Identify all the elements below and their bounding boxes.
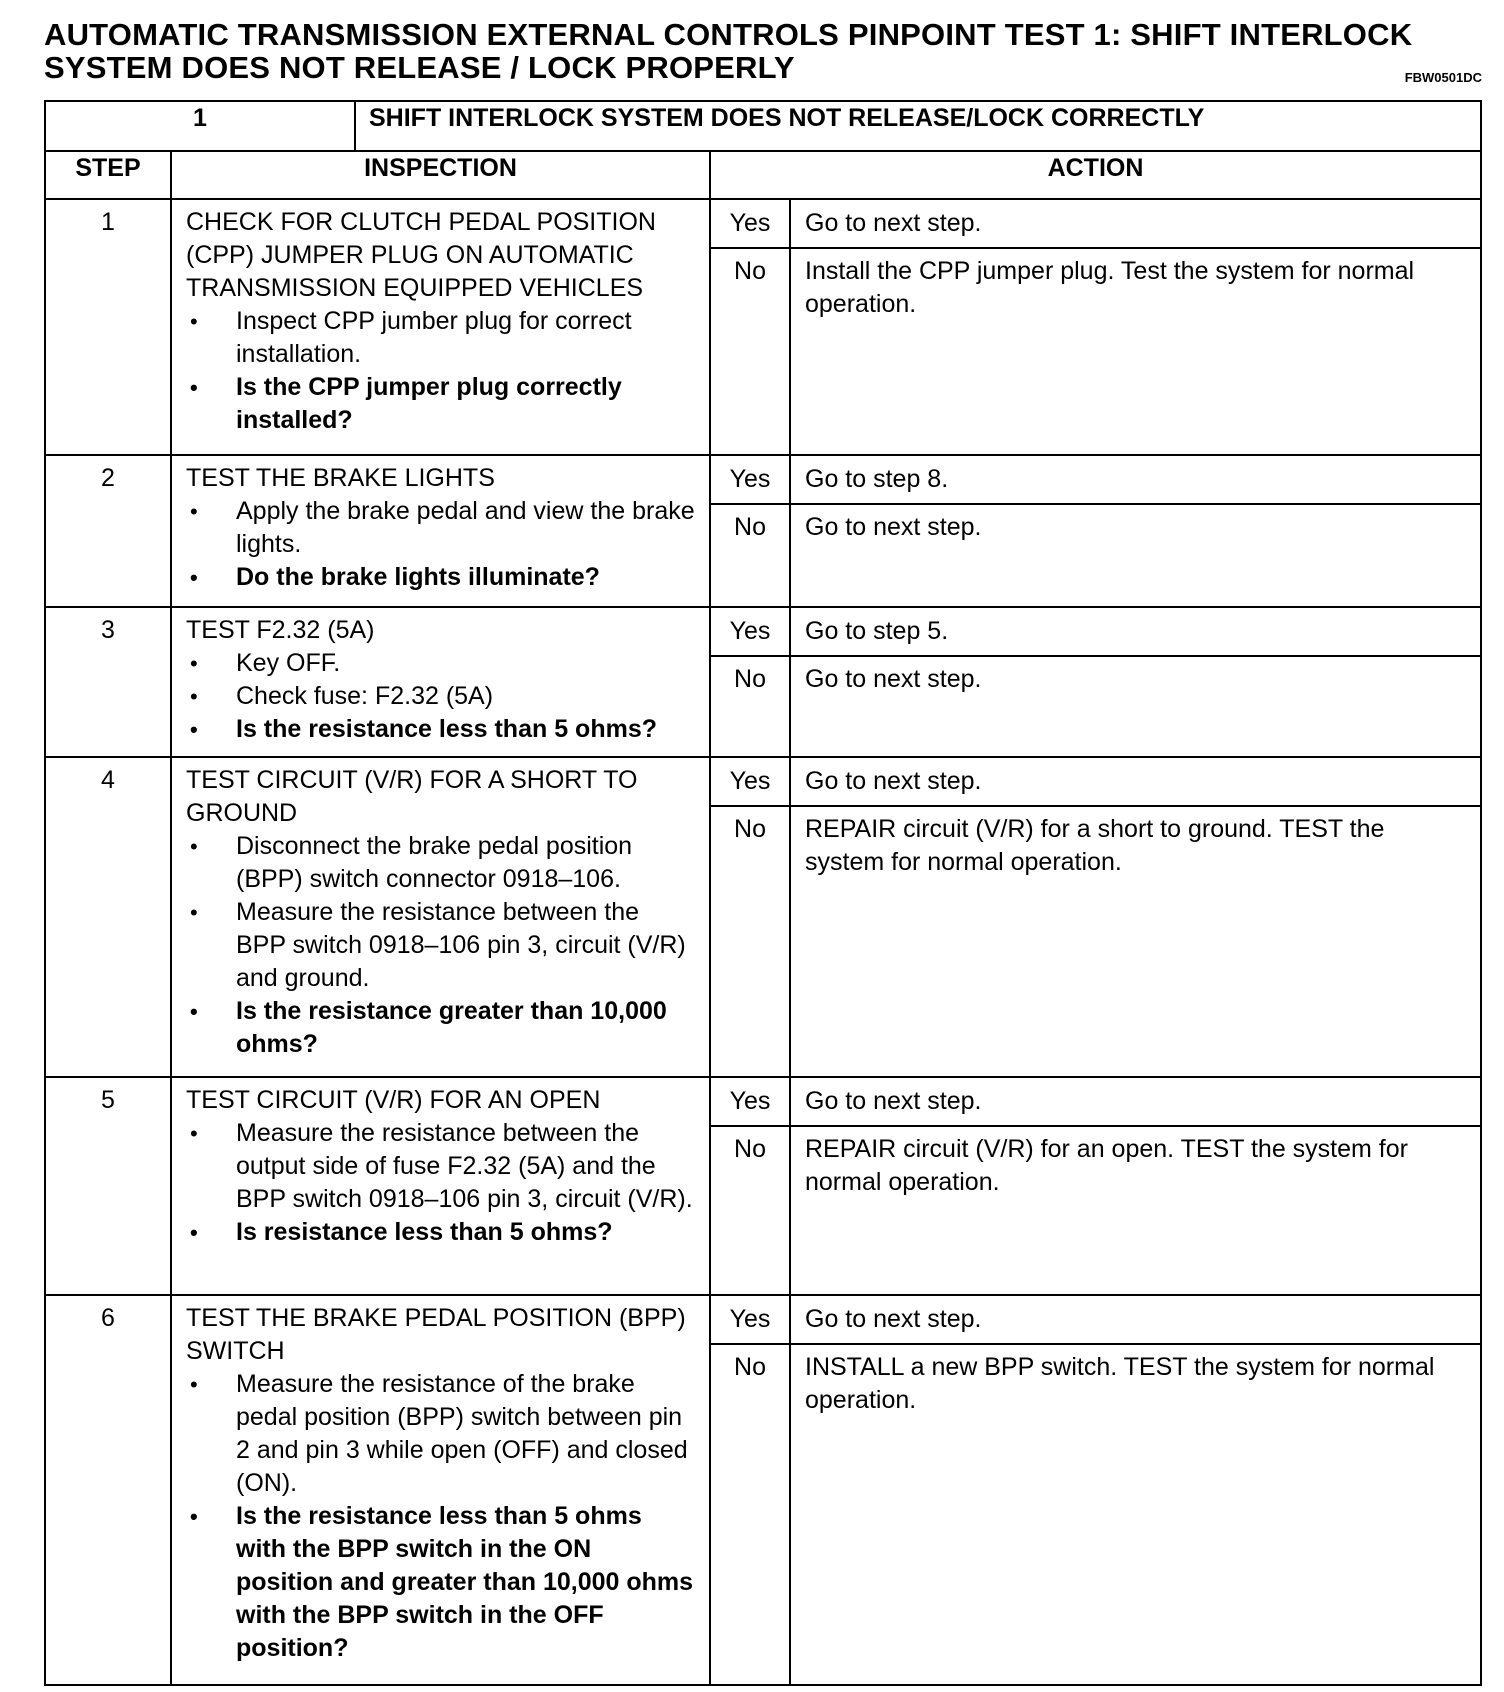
yes-row [711, 1078, 1480, 1127]
step-heading: TEST THE BRAKE PEDAL POSITION (BPP) SWITCH [186, 1304, 686, 1365]
yes-row [711, 456, 1480, 505]
step-actions [710, 199, 1481, 455]
title-line-1: AUTOMATIC TRANSMISSION EXTERNAL CONTROLS PINPOINT TEST 1: SHIFT INTERLOCK [44, 17, 1413, 52]
no-row [711, 1127, 1480, 1294]
no-action: Go to next step. [805, 513, 982, 541]
yes-action: Go to next step. [805, 209, 982, 237]
no-label: No [711, 249, 791, 454]
test-title: SHIFT INTERLOCK SYSTEM DOES NOT RELEASE/LOCK CORRECTLY [355, 101, 1481, 151]
step-bullet: • Measure the resistance of the brake pedal position (BPP) switch between pin 2 and pin 3 while open (OFF) and closed (ON). [186, 1368, 695, 1500]
step-row [45, 199, 1481, 455]
step-question: • Is the resistance less than 5 ohms? [186, 713, 695, 746]
no-label: No [711, 807, 791, 1076]
step-question: • Is the resistance less than 5 ohms with the BPP switch in the ON position and greater than 10,000 ohms with the BPP switch in the OFF position? [186, 1500, 695, 1665]
step-question: • Do the brake lights illuminate? [186, 561, 695, 594]
yes-label: Yes [711, 1078, 791, 1125]
step-row [45, 455, 1481, 607]
no-label: No [711, 1345, 791, 1684]
no-action: REPAIR circuit (V/R) for an open. TEST the system for normal operation. [805, 1135, 1408, 1196]
yes-action: Go to next step. [805, 1305, 982, 1333]
step-heading: TEST CIRCUIT (V/R) FOR A SHORT TO GROUND [186, 766, 638, 827]
step-bullet-list [186, 1368, 695, 1665]
no-label: No [711, 505, 791, 606]
step-row [45, 1295, 1481, 1685]
step-actions [710, 757, 1481, 1077]
step-heading: TEST F2.32 (5A) [186, 616, 375, 644]
yes-label: Yes [711, 1296, 791, 1343]
step-bullet-list [186, 830, 695, 1061]
header-step: STEP [45, 151, 171, 199]
step-inspection [171, 455, 710, 607]
header-inspection: INSPECTION [171, 151, 710, 199]
step-number: 5 [45, 1077, 171, 1295]
step-row [45, 607, 1481, 757]
step-inspection [171, 607, 710, 757]
yes-row [711, 608, 1480, 657]
step-bullet-list [186, 647, 695, 746]
yes-action: Go to next step. [805, 1087, 982, 1115]
step-bullet-list [186, 495, 695, 594]
step-row [45, 1077, 1481, 1295]
title-line-2: SYSTEM DOES NOT RELEASE / LOCK PROPERLY [44, 50, 795, 85]
step-number: 2 [45, 455, 171, 607]
step-inspection [171, 199, 710, 455]
header-action: ACTION [710, 151, 1481, 199]
step-bullet: • Measure the resistance between the BPP switch 0918–106 pin 3, circuit (V/R) and ground. [186, 896, 695, 995]
step-actions [710, 455, 1481, 607]
header-row [45, 151, 1481, 199]
no-label: No [711, 657, 791, 756]
yes-action: Go to next step. [805, 767, 982, 795]
step-inspection [171, 757, 710, 1077]
pinpoint-test-table [44, 100, 1482, 1686]
no-row [711, 657, 1480, 756]
step-heading: TEST THE BRAKE LIGHTS [186, 464, 495, 492]
no-action: Install the CPP jumper plug. Test the system for normal operation. [805, 257, 1415, 318]
yes-action: Go to step 5. [805, 617, 949, 645]
step-number: 3 [45, 607, 171, 757]
step-number: 6 [45, 1295, 171, 1685]
step-bullet: • Apply the brake pedal and view the brake lights. [186, 495, 695, 561]
no-action: Go to next step. [805, 665, 982, 693]
no-action: INSTALL a new BPP switch. TEST the system for normal operation. [805, 1353, 1435, 1414]
step-bullet: • Inspect CPP jumber plug for correct installation. [186, 305, 695, 371]
no-row [711, 1345, 1480, 1684]
step-row [45, 757, 1481, 1077]
step-inspection [171, 1077, 710, 1295]
step-number: 1 [45, 199, 171, 455]
step-bullet: • Key OFF. [186, 647, 695, 680]
step-bullet: • Measure the resistance between the output side of fuse F2.32 (5A) and the BPP switch 0918–106 pin 3, circuit (V/R). [186, 1117, 695, 1216]
yes-label: Yes [711, 200, 791, 247]
yes-row [711, 200, 1480, 249]
step-actions [710, 1295, 1481, 1685]
test-title-row [45, 101, 1481, 151]
step-question: • Is the CPP jumper plug correctly installed? [186, 371, 695, 437]
step-question: • Is resistance less than 5 ohms? [186, 1216, 695, 1249]
step-bullet-list [186, 1117, 695, 1249]
step-heading: CHECK FOR CLUTCH PEDAL POSITION (CPP) JUMPER PLUG ON AUTOMATIC TRANSMISSION EQUIPPED VEHICLES [186, 208, 656, 302]
step-number: 4 [45, 757, 171, 1077]
step-heading: TEST CIRCUIT (V/R) FOR AN OPEN [186, 1086, 601, 1114]
yes-label: Yes [711, 608, 791, 655]
yes-label: Yes [711, 456, 791, 503]
step-actions [710, 607, 1481, 757]
document-title [44, 18, 1474, 84]
yes-action: Go to step 8. [805, 465, 949, 493]
no-row [711, 505, 1480, 606]
yes-row [711, 758, 1480, 807]
figure-code: FBW0501DC [1404, 70, 1482, 85]
step-bullet: • Disconnect the brake pedal position (BPP) switch connector 0918–106. [186, 830, 695, 896]
no-action: REPAIR circuit (V/R) for a short to ground. TEST the system for normal operation. [805, 815, 1385, 876]
no-row [711, 807, 1480, 1076]
no-label: No [711, 1127, 791, 1294]
step-bullet: • Check fuse: F2.32 (5A) [186, 680, 695, 713]
no-row [711, 249, 1480, 454]
test-number: 1 [45, 101, 355, 151]
step-inspection [171, 1295, 710, 1685]
step-actions [710, 1077, 1481, 1295]
yes-row [711, 1296, 1480, 1345]
yes-label: Yes [711, 758, 791, 805]
step-bullet-list [186, 305, 695, 437]
step-question: • Is the resistance greater than 10,000 ohms? [186, 995, 695, 1061]
